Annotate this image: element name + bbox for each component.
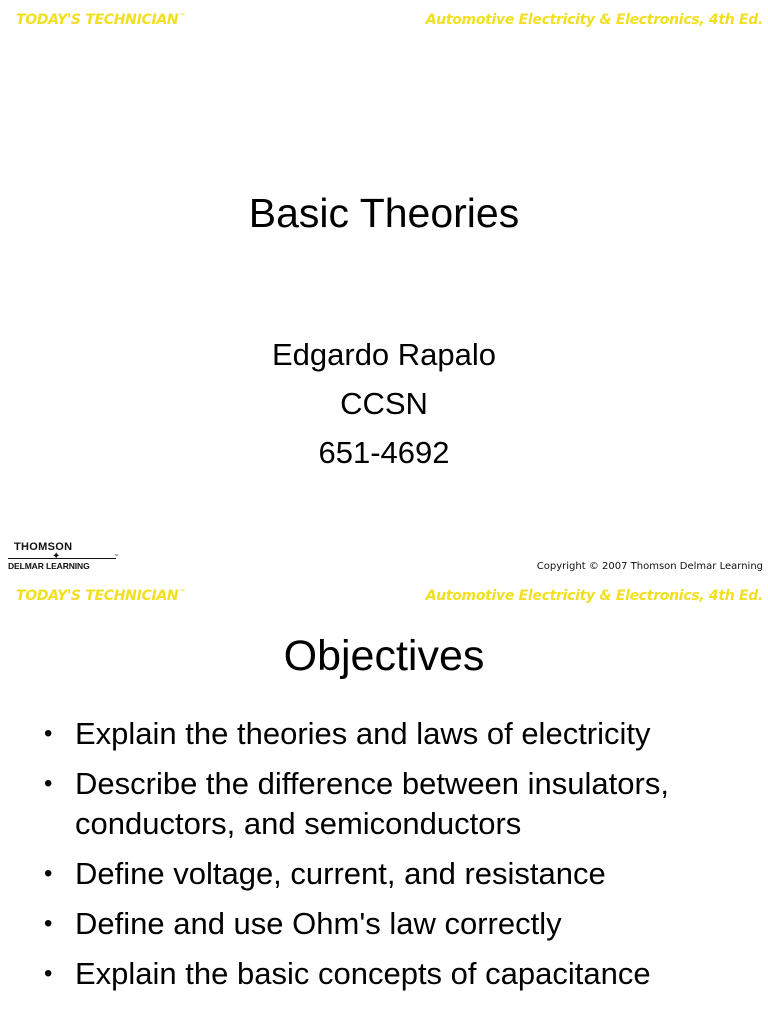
- objective-text: Define voltage, current, and resistance: [75, 856, 606, 891]
- objective-text: Describe the difference between insulators, conductors, and semiconductors: [75, 766, 669, 841]
- bullet-dot-icon: •: [44, 860, 53, 887]
- brand-left-text: TODAY'S TECHNICIAN: [16, 588, 179, 604]
- list-item: [40, 954, 730, 994]
- logo-divider-line: [8, 558, 116, 559]
- author-name: Edgardo Rapalo: [271, 337, 497, 372]
- objectives-slide: [0, 576, 768, 1024]
- list-item: [40, 764, 730, 844]
- thomson-delmar-logo: [8, 540, 120, 576]
- todays-technician-brand: [16, 588, 185, 604]
- author-phone: 651-4692: [318, 435, 450, 470]
- list-item: [40, 854, 730, 894]
- brand-left-trademark: ™: [179, 589, 186, 597]
- bullet-dot-icon: •: [44, 770, 53, 797]
- copyright-notice: Copyright © 2007 Thomson Delmar Learning: [536, 561, 763, 572]
- bullet-dot-icon: •: [44, 720, 53, 747]
- objectives-list: [40, 714, 730, 1004]
- slide-title: Basic Theories: [248, 190, 520, 236]
- book-title-brand: Automotive Electricity & Electronics, 4th Ed.: [425, 588, 763, 604]
- author-institution: CCSN: [340, 386, 428, 421]
- book-title-brand: Automotive Electricity & Electronics, 4th Ed.: [425, 12, 763, 28]
- todays-technician-brand: [16, 12, 185, 28]
- logo-trademark: ™: [114, 553, 118, 558]
- slide-title: Objectives: [283, 632, 485, 680]
- list-item: [40, 714, 730, 754]
- bullet-dot-icon: •: [44, 960, 53, 987]
- star-icon: ✦: [52, 551, 61, 562]
- objective-text: Explain the basic concepts of capacitance: [75, 956, 651, 991]
- bullet-dot-icon: •: [44, 910, 53, 937]
- author-info: [0, 330, 768, 477]
- brand-left-text: TODAY'S TECHNICIAN: [16, 12, 179, 28]
- objective-text: Explain the theories and laws of electricity: [75, 716, 651, 751]
- list-item: [40, 904, 730, 944]
- brand-left-trademark: ™: [179, 13, 186, 21]
- logo-thomson-text: THOMSON: [14, 541, 73, 553]
- objective-text: Define and use Ohm's law correctly: [75, 906, 562, 941]
- logo-delmar-text: DELMAR LEARNING: [8, 561, 90, 571]
